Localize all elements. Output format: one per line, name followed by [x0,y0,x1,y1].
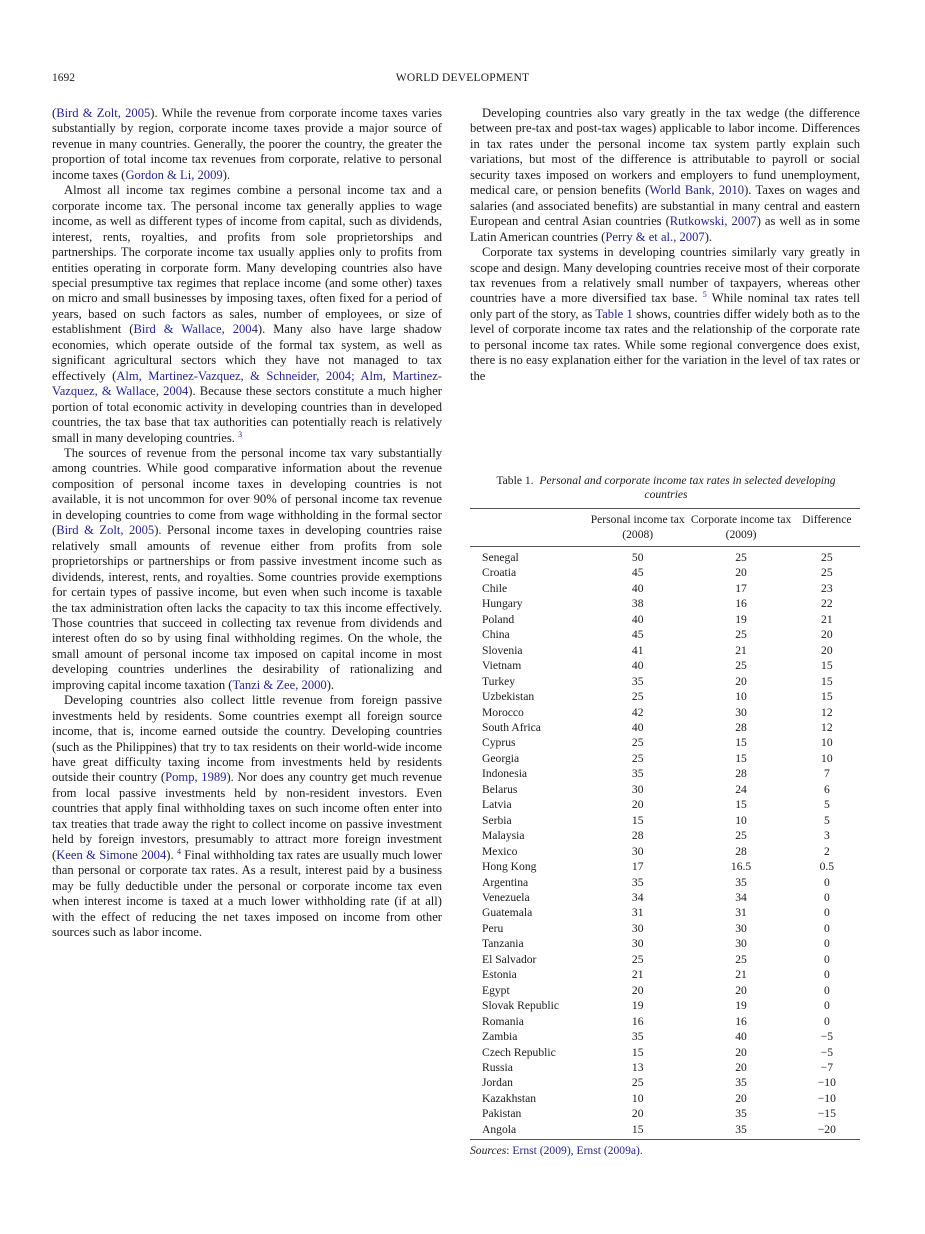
text-run: ). [166,847,177,862]
cell-personal-rate: 40 [631,659,644,673]
table-row [470,967,860,982]
table-row [470,766,860,781]
citation-link[interactable]: Bird & Zolt, 2005 [56,523,155,538]
cell-country: Zambia [482,1030,518,1044]
cell-corporate-rate: 20 [735,566,747,580]
table-row [470,797,860,812]
cell-personal-rate: 15 [631,813,644,827]
paragraph [52,106,442,183]
table-row [470,983,860,998]
table-header-row [470,509,860,547]
cell-personal-rate: 31 [631,906,644,920]
cell-personal-rate: 40 [631,720,644,734]
cell-country: Poland [482,612,515,626]
cell-difference: 0 [823,921,830,935]
cell-corporate-rate: 35 [735,875,747,889]
cell-corporate-rate: 31 [735,906,747,920]
table-row [470,859,860,874]
cell-country: Kazakhstan [482,1091,537,1105]
table-row [470,844,860,859]
cell-personal-rate: 30 [631,844,644,858]
cell-corporate-rate: 17 [735,581,747,595]
table-row [470,643,860,658]
table-row [470,596,860,611]
cell-corporate-rate: 35 [735,1122,747,1136]
cell-difference: 0 [823,890,830,904]
cell-personal-rate: 30 [631,937,644,951]
cell-country: Chile [482,581,508,595]
cell-difference: 20 [821,628,833,642]
cell-difference: 10 [821,736,833,750]
citation-link[interactable]: Tanzi & Zee, 2000 [232,677,327,692]
cell-personal-rate: 20 [631,983,644,997]
table-row [470,612,860,627]
cell-corporate-rate: 15 [735,736,747,750]
cell-personal-rate: 19 [631,999,644,1013]
cell-personal-rate: 20 [631,798,644,812]
cell-personal-rate: 30 [631,921,644,935]
text-run: ). Personal income taxes in developing countries raise relatively small amounts of revenue either from profits from sole proprietorships or partnerships or from passive investment income such as dividends, interest, rents, and royalties. Some countries provide exemptions for certain types of passive income, but even when such income is taxable the tax administration often lacks the capacity to tax this income effectively. Those countries that succeed in collecting tax revenue from dividends and interest often do so by using final withholding regimes. On the whole, the small amount of personal income tax imposed on capital income in most developing countries underlines the desirability of rationalizing and improving capital income taxation ( [52,523,442,692]
cell-personal-rate: 25 [631,736,644,750]
text-run: Developing countries also vary greatly in the tax wedge (the difference between pre-tax and post-tax wages) applicable to labor income. Differences in tax rates under the personal income tax system partly explain such variations, but most of the difference is attributable to payroll or social security taxes imposed on workers and employers to fund unemployment, medical care, or pension benefits ( [470,106,860,198]
paragraph [52,183,442,446]
cell-difference: −20 [817,1122,836,1136]
cell-difference: 5 [823,798,830,812]
cell-country: South Africa [482,720,541,734]
footnote-ref[interactable]: 4 [176,846,181,856]
cell-corporate-rate: 15 [735,751,747,765]
cell-country: Belarus [482,782,518,796]
cell-country: Guatemala [482,906,533,920]
table-row [470,1091,860,1106]
cell-personal-rate: 17 [631,860,644,874]
cell-country: Angola [482,1122,517,1136]
citation-link[interactable]: Table 1 [595,306,633,321]
cell-personal-rate: 42 [631,705,644,719]
cell-corporate-rate: 35 [735,1076,747,1090]
table-row [470,735,860,750]
cell-corporate-rate: 25 [735,628,747,642]
cell-country: Argentina [482,875,529,889]
cell-personal-rate: 30 [631,782,644,796]
cell-difference: 0 [823,968,830,982]
cell-difference: 10 [821,751,833,765]
cell-corporate-rate: 30 [735,705,747,719]
cell-personal-rate: 10 [631,1091,644,1105]
cell-country: Russia [482,1060,513,1074]
cell-corporate-rate: 20 [735,1045,747,1059]
col-header-corporate: Corporate income tax (2009) [690,513,792,541]
cell-country: Uzbekistan [482,690,535,704]
table-row [470,1122,860,1140]
table-row [470,1075,860,1090]
cell-country: Vietnam [482,659,522,673]
cell-country: Indonesia [482,767,528,781]
cell-difference: 5 [823,813,830,827]
table-row [470,905,860,920]
cell-personal-rate: 35 [631,767,644,781]
cell-difference: 2 [823,844,830,858]
cell-difference: 0 [823,952,830,966]
cell-personal-rate: 40 [631,581,644,595]
cell-personal-rate: 45 [631,628,644,642]
cell-difference: −5 [820,1030,834,1044]
table-row [470,1029,860,1044]
cell-difference: 0 [823,937,830,951]
table-row [470,674,860,689]
cell-country: Latvia [482,798,512,812]
text-run: ( [52,106,57,120]
cell-corporate-rate: 28 [735,767,747,781]
cell-difference: 25 [821,551,833,564]
cell-difference: 15 [821,659,833,673]
cell-difference: 7 [823,767,830,781]
text-run: ). Nor does any country get much revenue from local passive investments held by non-resident investors. Even countries that apply final withholding taxes on such income often enter into tax treaties that trade away the right to collect income on passive investment held by foreign investors, presumably to attract more foreign investment ( [52,770,442,862]
table-row [470,998,860,1013]
cell-country: Malaysia [482,829,525,843]
cell-difference: 0 [823,983,830,997]
table-row [470,751,860,766]
table-1 [470,474,860,1157]
table-caption-text: Personal and corporate income tax rates in selected developing countries [539,474,836,501]
cell-personal-rate: 15 [631,1045,644,1059]
table-row [470,705,860,720]
text-run: ). Because these sectors constitute a much higher portion of total economic activity in developing countries than in developed countries, the tax base that tax authorities can potentially reach is relatively small in many developing countries. [52,384,442,445]
table-row [470,581,860,596]
cell-difference: −10 [817,1076,836,1090]
cell-difference: 12 [821,720,833,734]
table-row [470,565,860,580]
journal-title: WORLD DEVELOPMENT [395,72,530,84]
cell-difference: 22 [821,597,833,611]
cell-country: China [482,628,510,642]
citation-link[interactable]: World Bank, 2010 [649,183,745,198]
citation-link[interactable]: Bird & Zolt, 2005 [56,106,151,120]
cell-corporate-rate: 30 [735,921,747,935]
cell-personal-rate: 13 [631,1060,644,1074]
text-run: ) as well as in some Latin American countries ( [470,214,860,244]
cell-personal-rate: 50 [631,551,644,564]
cell-difference: −10 [817,1091,836,1105]
cell-corporate-rate: 25 [735,952,747,966]
cell-personal-rate: 25 [631,1076,644,1090]
table-row [470,547,860,566]
text-run: ). Taxes on wages and salaries (and associated benefits) are substantial in many central and eastern European and central Asian countries ( [470,183,860,229]
citation-link[interactable]: Rutkowski, 2007 [669,214,757,229]
cell-country: Georgia [482,751,520,765]
cell-personal-rate: 15 [631,1122,644,1136]
cell-difference: −15 [817,1107,836,1121]
cell-country: Hong Kong [482,860,537,874]
cell-personal-rate: 34 [631,890,644,904]
table-row [470,782,860,797]
text-run: Developing countries also collect little revenue from foreign passive investments held by residents. Some countries exempt all foreign source income, that is, income earned outside the country. Developing countries (such as the Philippines) that try to tax residents on their world-wide income have great difficulty taxing income from investments held by residents outside their country ( [52,693,442,785]
cell-country: Romania [482,1014,524,1028]
table-row [470,828,860,843]
cell-country: Hungary [482,597,523,611]
cell-corporate-rate: 28 [735,844,747,858]
cell-corporate-rate: 24 [735,782,747,796]
paragraph [470,106,860,245]
table-row [470,1045,860,1060]
table-row [470,875,860,890]
text-run: While nominal tax rates tell only part of the story, as [470,291,860,321]
cell-corporate-rate: 40 [735,1030,747,1044]
table-row [470,627,860,642]
cell-corporate-rate: 25 [735,551,747,564]
cell-corporate-rate: 16.5 [730,860,752,874]
text-run: ). [326,677,335,692]
cell-country: Tanzania [482,937,524,951]
cell-country: Croatia [482,566,517,580]
cell-personal-rate: 38 [631,597,644,611]
sources-separator: : [506,1144,513,1158]
table-label: Table 1. [496,474,534,487]
cell-difference: 6 [823,782,830,796]
cell-country: Senegal [482,551,519,564]
right-column [470,106,860,384]
table-caption [476,474,856,502]
table-row [470,890,860,905]
cell-difference: 0 [823,1014,830,1028]
cell-personal-rate: 16 [631,1014,644,1028]
paragraph [52,446,442,693]
cell-country: Pakistan [482,1107,522,1121]
cell-difference: 0 [823,906,830,920]
cell-personal-rate: 35 [631,1030,644,1044]
sources-label: Sources [470,1144,507,1158]
cell-corporate-rate: 10 [735,813,747,827]
cell-corporate-rate: 10 [735,690,747,704]
paragraph [52,693,442,940]
table-row [470,921,860,936]
cell-country: Venezuela [482,890,530,904]
text-run: Almost all income tax regimes combine a personal income tax and a corporate income tax. The personal income tax generally applies to wage income, as well as different types of income from capital, such as dividends, interest, rents, royalties, and profits from sole proprietorships and partnerships. The corporate income tax usually applies only to profits from entities operating in corporate form. Many developing countries also have special presumptive tax regimes that replace income (and some other) taxes on micro and small businesses by imposing taxes, often fixed for a period of years, based on such factors as sales, number of employees, or size of establishment ( [52,183,442,337]
cell-difference: 0.5 [819,860,835,874]
cell-personal-rate: 25 [631,952,644,966]
left-column [52,106,442,940]
text-run: ). While the revenue from corporate income taxes varies substantially by region, corporate income taxes provide a major source of revenue in many countries. Generally, the poorer the country, the greater the proportion of total income tax revenues from corporate, relative to personal income taxes ( [52,106,442,182]
cell-personal-rate: 41 [631,643,644,657]
cell-difference: 25 [821,566,833,580]
table-row [470,658,860,673]
cell-difference: 15 [821,690,833,704]
text-run: ). Many also have large shadow economies, which operate outside of the formal tax system, as well as significant agricultural sectors which they have not managed to tax effectively ( [52,322,442,383]
cell-corporate-rate: 19 [735,612,747,626]
col-header-country [470,509,587,547]
cell-difference: 12 [821,705,833,719]
cell-difference: 23 [821,581,833,595]
cell-difference: 15 [821,674,833,688]
footnote-ref[interactable]: 3 [238,429,243,439]
table-row [470,689,860,704]
table-row [470,1014,860,1029]
cell-difference: 3 [823,829,830,843]
cell-corporate-rate: 15 [735,798,747,812]
cell-personal-rate: 35 [631,674,644,688]
cell-corporate-rate: 20 [735,674,747,688]
cell-country: Mexico [482,844,518,858]
cell-personal-rate: 45 [631,566,644,580]
footnote-ref[interactable]: 5 [702,290,707,300]
cell-difference: 0 [823,875,830,889]
cell-country: El Salvador [482,952,537,966]
cell-personal-rate: 28 [631,829,644,843]
text-run: The sources of revenue from the personal income tax vary substantially among countries. While good comparative information about the revenue composition of personal income taxes in developing countries is not available, it is not uncommon for over 90% of personal income tax revenue in developing countries to come from wage withholding in the formal sector ( [52,445,442,538]
cell-corporate-rate: 20 [735,1060,747,1074]
cell-personal-rate: 40 [631,612,644,626]
table-row [470,1060,860,1075]
cell-corporate-rate: 25 [735,659,747,673]
cell-corporate-rate: 21 [735,968,747,982]
table-row [470,720,860,735]
cell-country: Cyprus [482,736,516,750]
cell-corporate-rate: 25 [735,829,747,843]
cell-corporate-rate: 21 [735,643,747,657]
cell-country: Slovak Republic [482,999,559,1013]
cell-country: Slovenia [482,643,523,657]
text-run: shows, countries differ widely both as to the level of corporate income tax rates and the relationship of the corporate rate to personal income tax rates. While some regional convergence does exist, there is no easy explanation either for the variation in the level of tax rates or the [470,306,860,383]
citation-link[interactable]: Perry & et al., 2007 [605,229,705,244]
cell-corporate-rate: 30 [735,937,747,951]
cell-corporate-rate: 16 [735,597,747,611]
sources-links[interactable]: Ernst (2009), Ernst (2009a). [512,1144,643,1158]
table-row [470,936,860,951]
cell-country: Jordan [482,1076,513,1090]
page-number: 1692 [52,72,75,84]
cell-corporate-rate: 19 [735,999,747,1013]
cell-country: Czech Republic [482,1045,556,1059]
text-run: ). [704,229,713,244]
citation-link[interactable]: Pomp, 1989 [165,770,227,785]
text-run: Corporate tax systems in developing countries similarly vary greatly in scope and design. Many developing countries receive most of their corporate tax revenues from a relatively small number of taxpayers, whereas other countries have a more diversified tax base. [470,245,860,306]
cell-personal-rate: 25 [631,690,644,704]
cell-difference: 0 [823,999,830,1013]
cell-personal-rate: 20 [631,1107,644,1121]
cell-personal-rate: 25 [631,751,644,765]
table-sources [470,1144,860,1157]
cell-country: Turkey [482,674,516,688]
citation-link[interactable]: Gordon & Li, 2009 [125,167,223,182]
cell-difference: 21 [821,612,833,626]
cell-difference: −5 [820,1045,834,1059]
cell-corporate-rate: 20 [735,1091,747,1105]
cell-corporate-rate: 35 [735,1107,747,1121]
cell-corporate-rate: 28 [735,720,747,734]
col-header-personal: Personal income tax (2008) [590,513,685,541]
cell-country: Estonia [482,968,517,982]
table-row [470,952,860,967]
table-row [470,1106,860,1121]
paragraph [470,245,860,384]
cell-country: Serbia [482,813,512,827]
col-header-difference: Difference [802,513,852,526]
cell-country: Peru [482,921,504,935]
cell-difference: 20 [821,643,833,657]
cell-corporate-rate: 16 [735,1014,747,1028]
text-run: ). [222,167,231,182]
citation-link[interactable]: Bird & Wallace, 2004 [133,322,258,337]
citation-link[interactable]: Alm, Martinez-Vazquez, & Schneider, 2004; Alm, Martinez-Vazquez, & Wallace, 2004 [52,368,442,399]
text-run: Final withholding tax rates are usually much lower than personal or corporate tax rates. As a result, interest paid by a business may be fully deductible under the personal or corporate income tax even when interest income is taxed at a much lower withholding rate (if at all) with the effect of reducing the net taxes imposed on income from other sources such as labor income. [52,847,442,940]
cell-personal-rate: 35 [631,875,644,889]
table-row [470,813,860,828]
cell-country: Egypt [482,983,510,997]
citation-link[interactable]: Keen & Simone 2004 [56,847,167,862]
cell-personal-rate: 21 [631,968,644,982]
cell-corporate-rate: 20 [735,983,747,997]
cell-difference: −7 [820,1060,834,1074]
cell-country: Morocco [482,705,524,719]
cell-corporate-rate: 34 [735,890,747,904]
tax-rate-table [470,508,860,1140]
